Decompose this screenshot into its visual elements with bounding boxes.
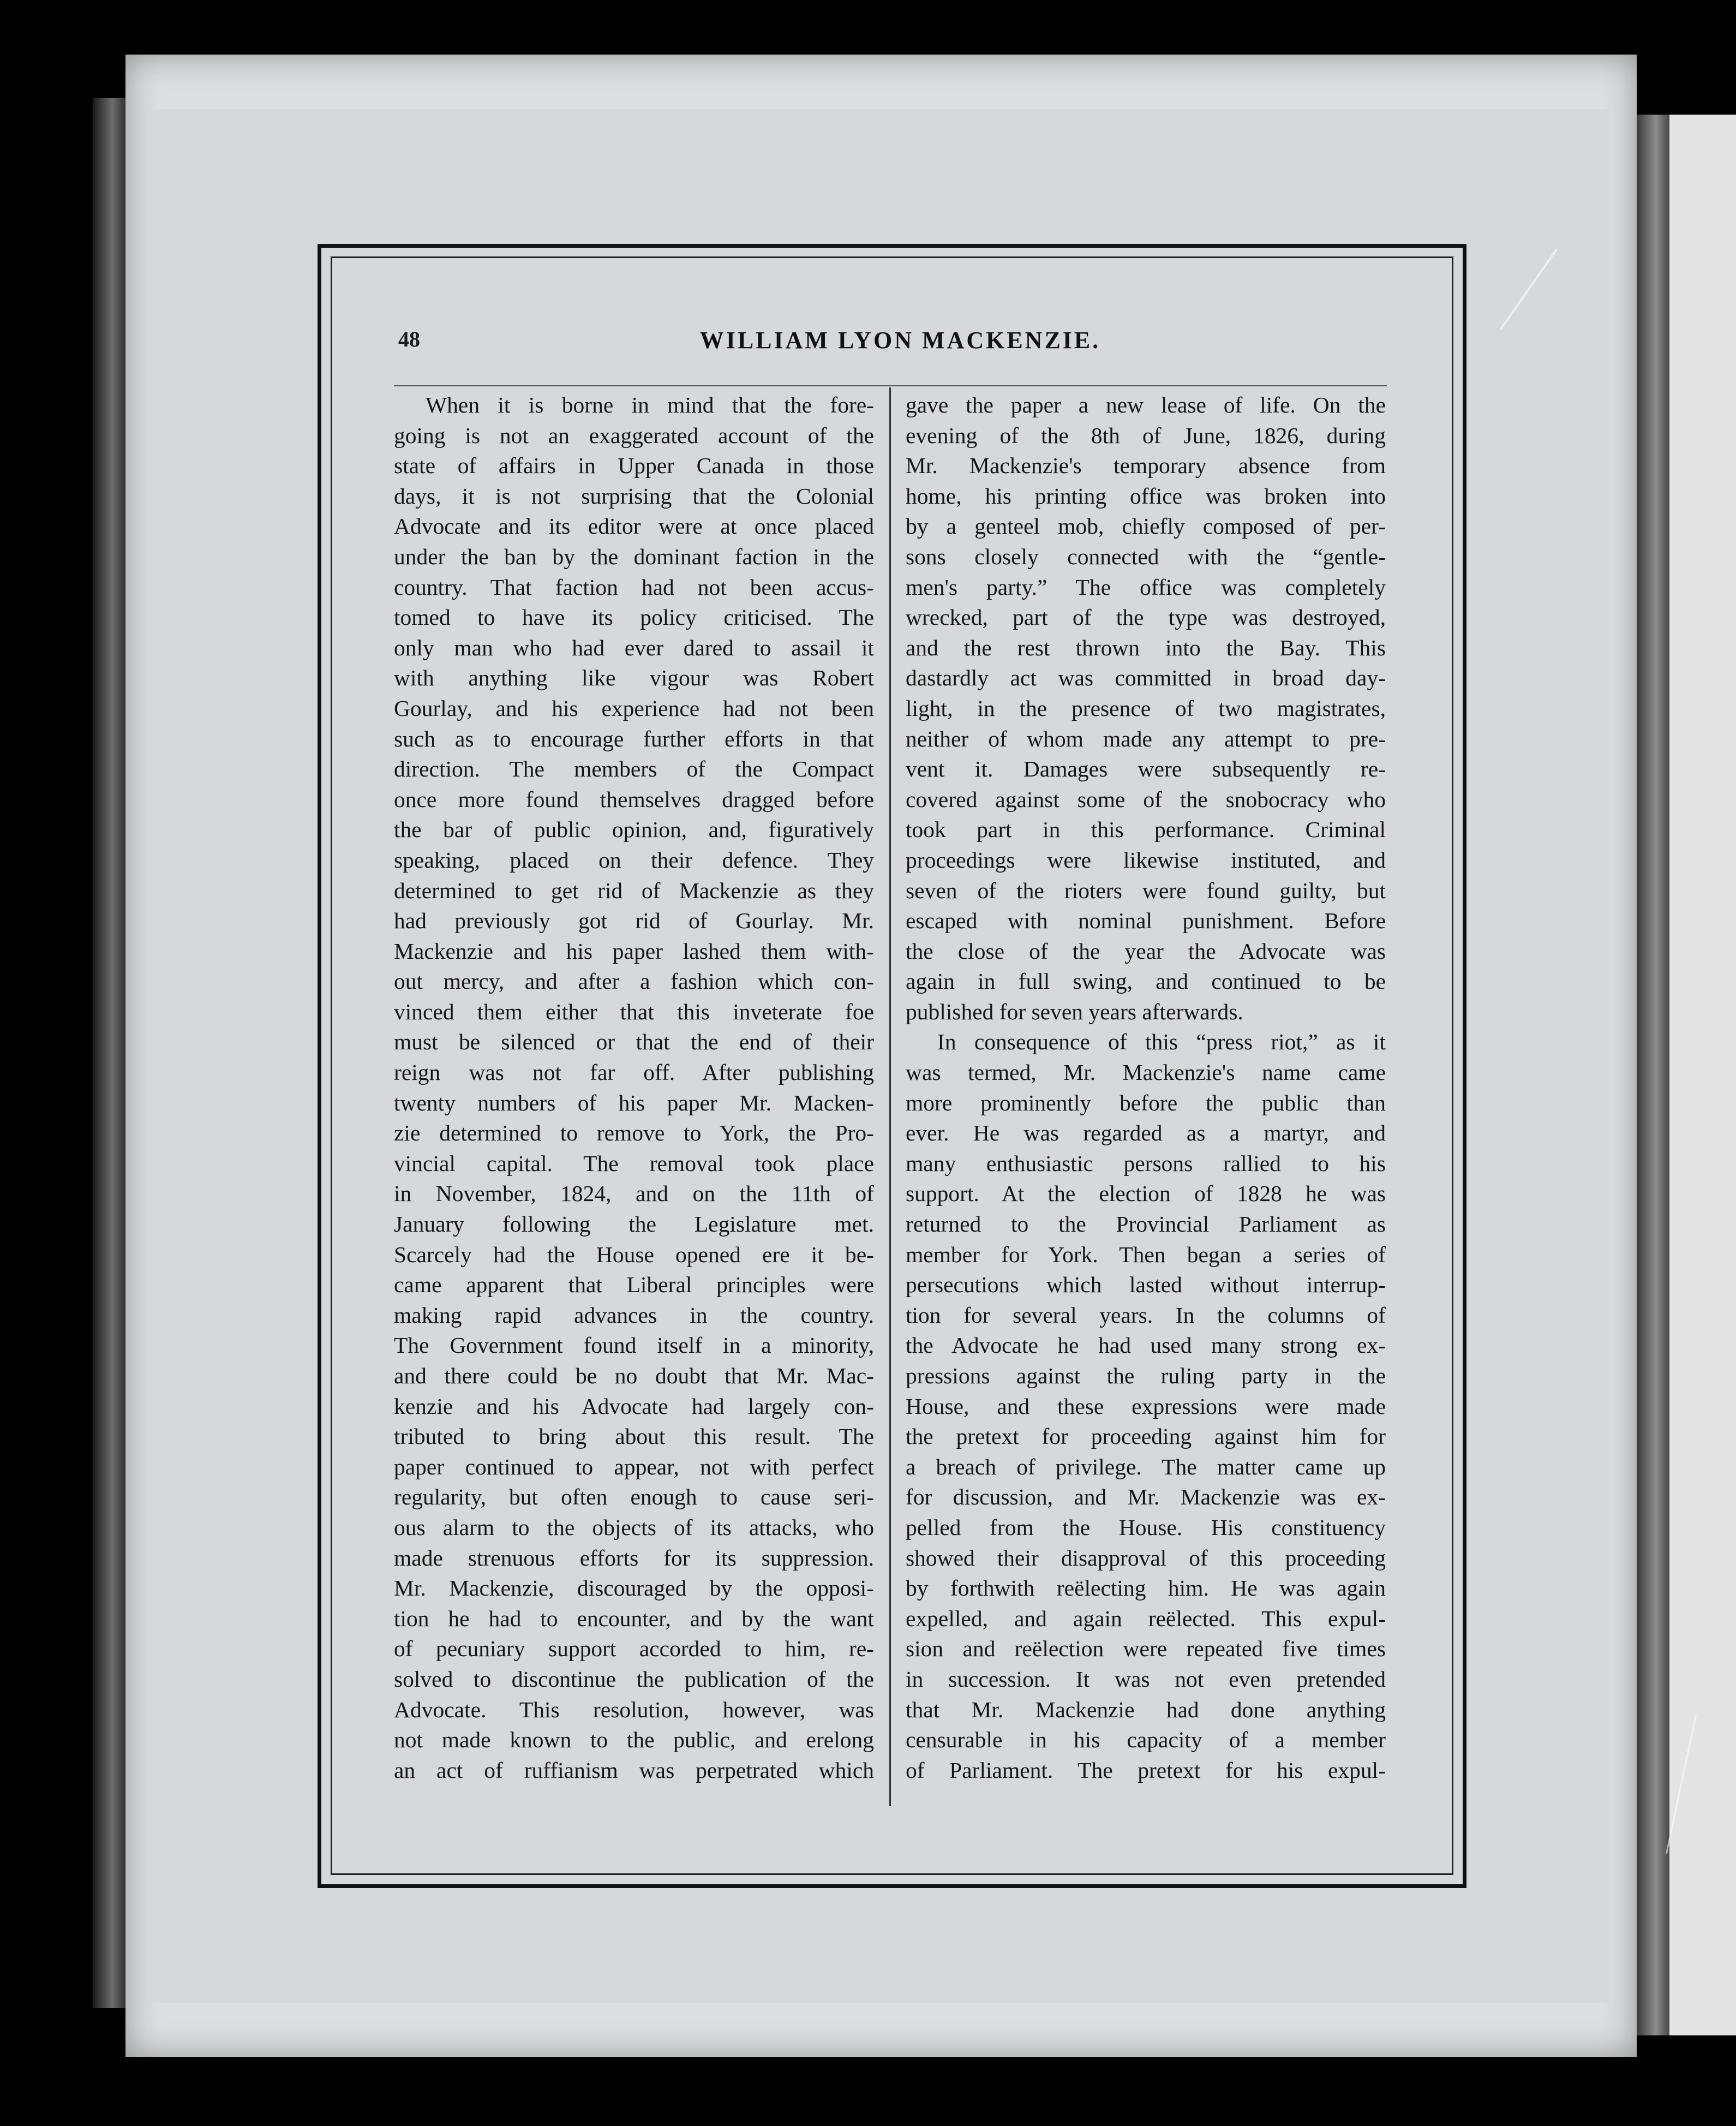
right-column-line: neither of whom made any attempt to pre-	[906, 726, 1386, 751]
right-column-line: for discussion, and Mr. Mackenzie was ex-	[906, 1484, 1386, 1510]
left-column-line: tion he had to encounter, and by the want	[394, 1605, 874, 1631]
right-column-line: that Mr. Mackenzie had done anything	[906, 1697, 1386, 1722]
right-column-line: House, and these expressions were made	[906, 1393, 1386, 1419]
right-column-line: of Parliament. The pretext for his expul-	[906, 1757, 1386, 1783]
right-column-line: home, his printing office was broken into	[906, 483, 1386, 509]
left-column-line: vincial capital. The removal took place	[394, 1150, 874, 1176]
page-number: 48	[398, 327, 420, 351]
left-column-line: speaking, placed on their defence. They	[394, 847, 874, 873]
left-column-line: direction. The members of the Compact	[394, 756, 874, 782]
right-column-line: dastardly act was committed in broad day-	[906, 665, 1386, 691]
facing-page-sliver	[1669, 115, 1736, 2035]
right-column-line: wrecked, part of the type was destroyed,	[906, 605, 1386, 630]
left-column-line: state of affairs in Upper Canada in those	[394, 453, 874, 479]
left-column-line: had previously got rid of Gourlay. Mr.	[394, 908, 874, 934]
left-column-line: under the ban by the dominant faction in the	[394, 544, 874, 569]
right-column-line: persecutions which lasted without interrup-	[906, 1272, 1386, 1298]
right-column-line: evening of the 8th of June, 1826, during	[906, 422, 1386, 448]
left-column-line: the bar of public opinion, and, figuratively	[394, 817, 874, 843]
right-column-line: expelled, and again reëlected. This expul-	[906, 1605, 1386, 1631]
left-column-line: paper continued to appear, not with perfect	[394, 1454, 874, 1479]
right-column-line: again in full swing, and continued to be	[906, 969, 1386, 994]
left-column-line: not made known to the public, and erelong	[394, 1727, 874, 1753]
right-column-line: gave the paper a new lease of life. On the	[906, 392, 1386, 417]
left-column-line: only man who had ever dared to assail it	[394, 635, 874, 660]
left-column-line: such as to encourage further efforts in that	[394, 726, 874, 751]
right-column-line: pressions against the ruling party in the	[906, 1363, 1386, 1388]
left-column-line: solved to discontinue the publication of the	[394, 1666, 874, 1692]
right-column-line: proceedings were likewise instituted, and	[906, 847, 1386, 873]
right-column-line: by a genteel mob, chiefly composed of per-	[906, 513, 1386, 539]
right-column-line: showed their disapproval of this proceeding	[906, 1545, 1386, 1570]
right-column-line: sion and reëlection were repeated five times	[906, 1636, 1386, 1662]
right-column-line: was termed, Mr. Mackenzie's name came	[906, 1060, 1386, 1085]
right-column-line: In consequence of this “press riot,” as it	[937, 1029, 1386, 1055]
right-column-line: by forthwith reëlecting him. He was again	[906, 1575, 1386, 1601]
right-column-line: member for York. Then began a series of	[906, 1241, 1386, 1267]
left-column-line: regularity, but often enough to cause seri-	[394, 1484, 874, 1510]
left-column-line: came apparent that Liberal principles were	[394, 1272, 874, 1298]
header-rule	[394, 385, 1387, 386]
right-column-line: tion for several years. In the columns of	[906, 1302, 1386, 1328]
left-column-line: days, it is not surprising that the Colonial	[394, 483, 874, 509]
left-column-line: making rapid advances in the country.	[394, 1302, 874, 1328]
right-column-line: more prominently before the public than	[906, 1090, 1386, 1115]
right-column-line: took part in this performance. Criminal	[906, 817, 1386, 843]
left-column-line: in November, 1824, and on the 11th of	[394, 1181, 874, 1207]
left-column-line: made strenuous efforts for its suppression.	[394, 1545, 874, 1570]
right-column-line: escaped with nominal punishment. Before	[906, 908, 1386, 934]
right-column-line: light, in the presence of two magistrates,	[906, 695, 1386, 721]
left-column-line: January following the Legislature met.	[394, 1211, 874, 1237]
left-column-line: of pecuniary support accorded to him, re-	[394, 1636, 874, 1662]
left-column-line: must be silenced or that the end of their	[394, 1029, 874, 1055]
left-column-line: tributed to bring about this result. The	[394, 1424, 874, 1449]
left-column-line: vinced them either that this inveterate foe	[394, 999, 874, 1024]
column-divider	[889, 387, 891, 1806]
left-column-line: The Government found itself in a minority,	[394, 1333, 874, 1358]
left-column-line: Mackenzie and his paper lashed them with-	[394, 938, 874, 964]
right-column-line: the Advocate he had used many strong ex-	[906, 1333, 1386, 1358]
right-column-line: support. At the election of 1828 he was	[906, 1181, 1386, 1207]
right-column-line: covered against some of the snobocracy who	[906, 786, 1386, 812]
right-column-line: many enthusiastic persons rallied to his	[906, 1150, 1386, 1176]
left-column-line: Gourlay, and his experience had not been	[394, 695, 874, 721]
right-column-line: a breach of privilege. The matter came up	[906, 1454, 1386, 1479]
left-column-line: ous alarm to the objects of its attacks, who	[394, 1514, 874, 1540]
left-column-line: country. That faction had not been accus-	[394, 574, 874, 600]
left-column-line: reign was not far off. After publishing	[394, 1060, 874, 1085]
left-column-line: and there could be no doubt that Mr. Mac-	[394, 1363, 874, 1388]
right-column-line: men's party.” The office was completely	[906, 574, 1386, 600]
running-head: WILLIAM LYON MACKENZIE.	[699, 327, 1101, 354]
left-column-line: Advocate. This resolution, however, was	[394, 1697, 874, 1722]
right-column-line: censurable in his capacity of a member	[906, 1727, 1386, 1753]
left-column-line: out mercy, and after a fashion which con-	[394, 969, 874, 994]
right-text-column	[906, 390, 1386, 1785]
right-column-line: in succession. It was not even pretended	[906, 1666, 1386, 1692]
left-column-line: going is not an exaggerated account of the	[394, 422, 874, 448]
left-column-line: once more found themselves dragged before	[394, 786, 874, 812]
right-column-line: the pretext for proceeding against him for	[906, 1424, 1386, 1449]
left-column-line: Mr. Mackenzie, discouraged by the opposi-	[394, 1575, 874, 1601]
left-column-line: kenzie and his Advocate had largely con-	[394, 1393, 874, 1419]
left-column-line: Advocate and its editor were at once placed	[394, 513, 874, 539]
left-column-line: determined to get rid of Mackenzie as they	[394, 877, 874, 903]
left-column-line: with anything like vigour was Robert	[394, 665, 874, 691]
right-column-line: returned to the Provincial Parliament as	[906, 1211, 1386, 1237]
left-column-line: twenty numbers of his paper Mr. Macken-	[394, 1090, 874, 1115]
right-column-line: vent it. Damages were subsequently re-	[906, 756, 1386, 782]
right-column-line: Mr. Mackenzie's temporary absence from	[906, 453, 1386, 479]
right-column-line: pelled from the House. His constituency	[906, 1514, 1386, 1540]
left-column-line: Scarcely had the House opened ere it be-	[394, 1241, 874, 1267]
right-column-line: the close of the year the Advocate was	[906, 938, 1386, 964]
left-column-line: zie determined to remove to York, the Pro-	[394, 1120, 874, 1146]
right-column-line: ever. He was regarded as a martyr, and	[906, 1120, 1386, 1146]
left-column-line: When it is borne in mind that the fore-	[426, 392, 874, 417]
left-column-line: tomed to have its policy criticised. The	[394, 605, 874, 630]
left-column-line: an act of ruffianism was perpetrated which	[394, 1757, 874, 1783]
right-column-line: published for seven years afterwards.	[906, 999, 1243, 1024]
right-column-line: and the rest thrown into the Bay. This	[906, 635, 1386, 660]
right-column-line: sons closely connected with the “gentle-	[906, 544, 1386, 569]
right-column-line: seven of the rioters were found guilty, but	[906, 877, 1386, 903]
left-text-column	[394, 390, 874, 1785]
